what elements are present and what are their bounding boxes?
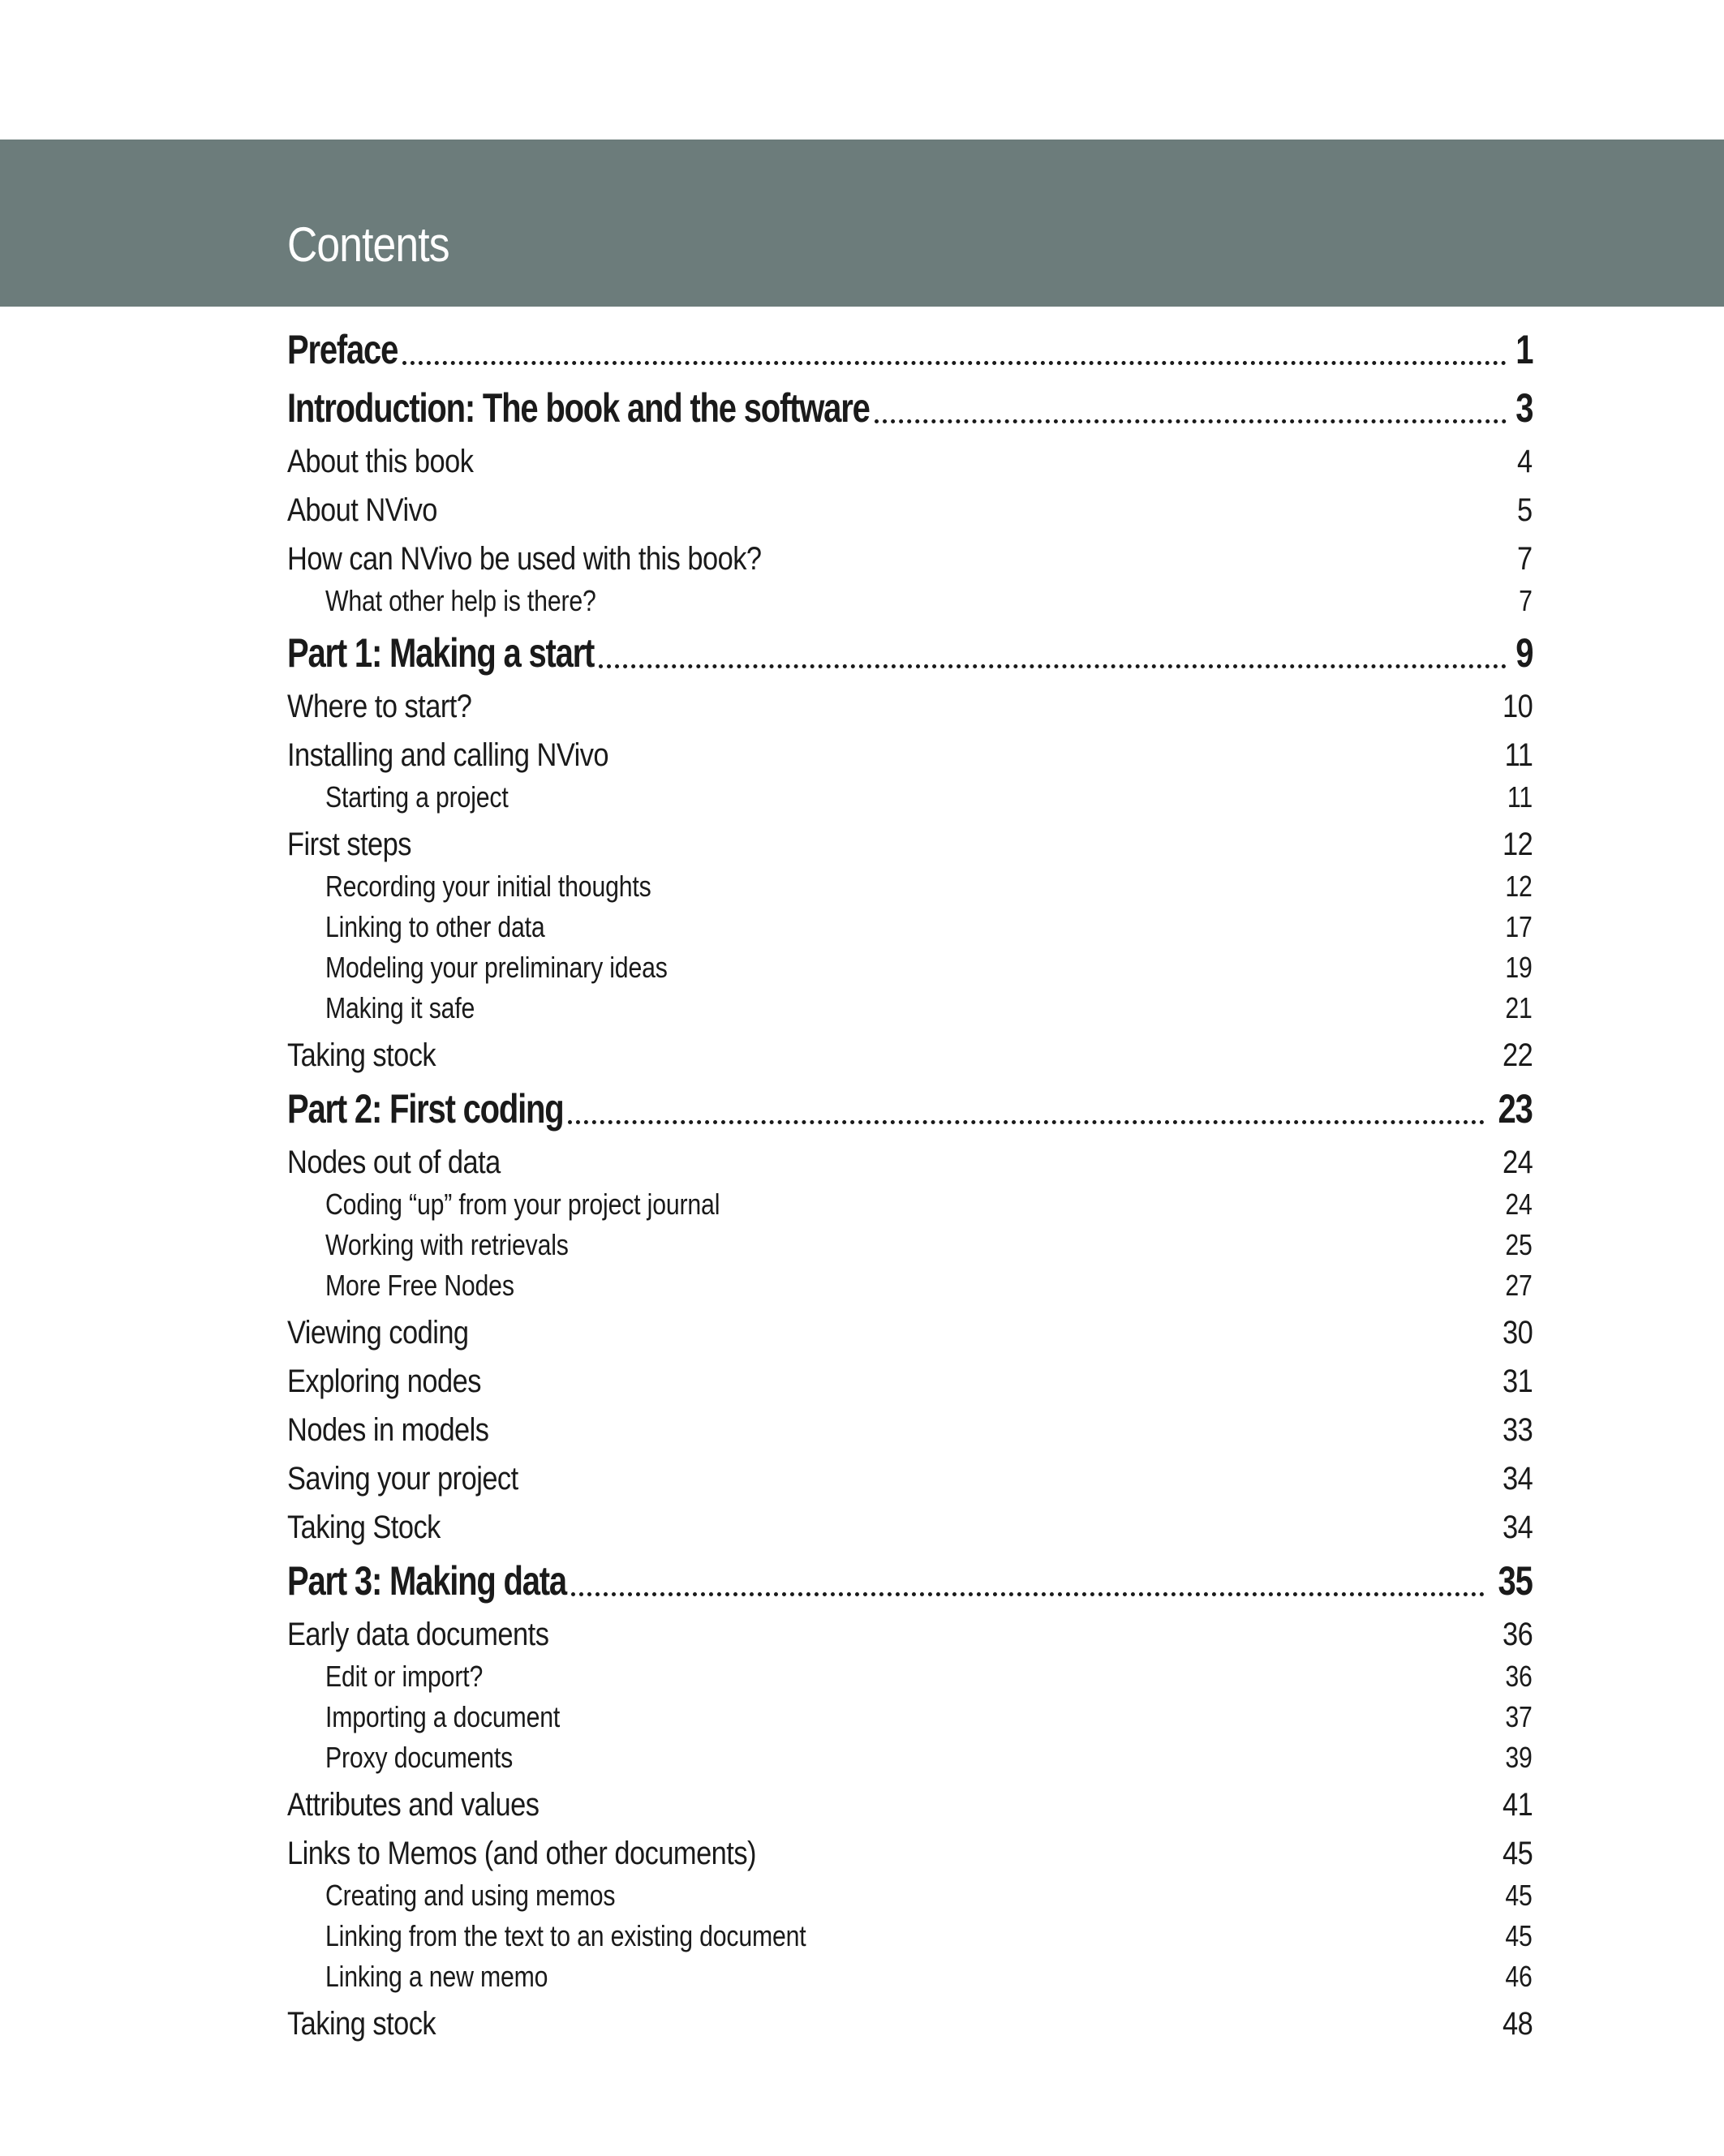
toc-entry-title: Taking stock [287, 1037, 436, 1073]
toc-subsection-entry[interactable] [287, 1653, 1533, 1694]
toc-subsection-entry[interactable] [287, 1181, 1533, 1222]
toc-page-number: 34 [1502, 1461, 1533, 1497]
toc-page-number: 7 [1519, 584, 1533, 617]
toc-subsection-entry[interactable] [287, 774, 1533, 814]
toc-dot-leader [599, 664, 1507, 668]
toc-entry-title: Edit or import? [325, 1660, 484, 1693]
toc-page-number: 5 [1517, 492, 1533, 528]
toc-entry-title: Preface [287, 327, 398, 372]
toc-entry-title: Working with retrievals [325, 1228, 569, 1261]
toc-section-entry[interactable] [287, 1497, 1533, 1546]
toc-page-number: 1 [1515, 327, 1533, 372]
toc-section-entry[interactable] [287, 1132, 1533, 1181]
toc-entry-title: Nodes out of data [287, 1145, 501, 1180]
toc-part-entry[interactable] [287, 618, 1533, 676]
toc-entry-title: Introduction: The book and the software [287, 385, 870, 431]
toc-entry-title: Coding “up” from your project journal [325, 1188, 720, 1221]
toc-dot-leader [402, 361, 1506, 365]
toc-page-number: 45 [1505, 1879, 1533, 1912]
page-title: Contents [287, 217, 449, 273]
toc-section-entry[interactable] [287, 1994, 1533, 2042]
toc-page-number: 21 [1505, 991, 1533, 1024]
toc-dot-leader [571, 1592, 1485, 1596]
header-band [0, 140, 1724, 307]
toc-entry-title: Links to Memos (and other documents) [287, 1836, 756, 1871]
toc-entry-title: Proxy documents [325, 1741, 514, 1774]
toc-section-entry[interactable] [287, 1604, 1533, 1653]
toc-section-entry[interactable] [287, 814, 1533, 863]
toc-page-number: 35 [1498, 1558, 1533, 1604]
toc-section-entry[interactable] [287, 1823, 1533, 1872]
toc-entry-title: About this book [287, 444, 474, 479]
toc-page-number: 41 [1502, 1787, 1533, 1823]
toc-section-entry[interactable] [287, 432, 1533, 480]
toc-section-entry[interactable] [287, 1775, 1533, 1823]
toc-subsection-entry[interactable] [287, 1872, 1533, 1913]
toc-entry-title: Installing and calling NVivo [287, 737, 609, 773]
toc-section-entry[interactable] [287, 1025, 1533, 1074]
toc-page-number: 48 [1502, 2006, 1533, 2042]
toc-entry-title: Linking a new memo [325, 1960, 548, 1993]
toc-section-entry[interactable] [287, 480, 1533, 529]
toc-page-number: 7 [1517, 541, 1533, 577]
toc-entry-title: Creating and using memos [325, 1879, 616, 1912]
toc-entry-title: More Free Nodes [325, 1269, 514, 1302]
toc-subsection-entry[interactable] [287, 1262, 1533, 1303]
toc-entry-title: Early data documents [287, 1617, 549, 1652]
toc-part-entry[interactable] [287, 1074, 1533, 1132]
toc-section-entry[interactable] [287, 725, 1533, 774]
toc-section-entry[interactable] [287, 1351, 1533, 1400]
toc-subsection-entry[interactable] [287, 1694, 1533, 1734]
toc-entry-title: Linking from the text to an existing document [325, 1919, 806, 1952]
toc-subsection-entry[interactable] [287, 1913, 1533, 1953]
toc-entry-title: What other help is there? [325, 584, 596, 617]
toc-entry-title: Part 2: First coding [287, 1086, 564, 1132]
toc-subsection-entry[interactable] [287, 863, 1533, 904]
toc-page-number: 22 [1502, 1037, 1533, 1073]
toc-page-number: 9 [1515, 630, 1533, 676]
toc-part-entry[interactable] [287, 373, 1533, 432]
toc-page-number: 24 [1505, 1188, 1533, 1221]
toc-page-number: 45 [1505, 1919, 1533, 1952]
toc-page-number: 3 [1515, 385, 1533, 431]
toc-entry-title: First steps [287, 827, 411, 862]
toc-entry-title: Attributes and values [287, 1787, 540, 1823]
toc-page-number: 36 [1502, 1617, 1533, 1652]
toc-page-number: 31 [1502, 1364, 1533, 1399]
table-of-contents [287, 315, 1533, 2042]
toc-dot-leader [875, 419, 1507, 423]
toc-subsection-entry[interactable] [287, 904, 1533, 944]
toc-entry-title: Where to start? [287, 689, 472, 724]
toc-part-entry[interactable] [287, 315, 1533, 373]
toc-entry-title: Part 1: Making a start [287, 630, 595, 676]
toc-page-number: 30 [1502, 1315, 1533, 1351]
toc-subsection-entry[interactable] [287, 1734, 1533, 1775]
toc-subsection-entry[interactable] [287, 944, 1533, 985]
toc-part-entry[interactable] [287, 1546, 1533, 1604]
toc-section-entry[interactable] [287, 676, 1533, 725]
toc-subsection-entry[interactable] [287, 578, 1533, 618]
toc-page-number: 11 [1507, 780, 1533, 814]
toc-page-number: 12 [1502, 827, 1533, 862]
toc-entry-title: Modeling your preliminary ideas [325, 951, 668, 984]
toc-subsection-entry[interactable] [287, 1953, 1533, 1994]
toc-entry-title: Taking Stock [287, 1510, 441, 1545]
toc-entry-title: Viewing coding [287, 1315, 469, 1351]
toc-entry-title: Exploring nodes [287, 1364, 481, 1399]
toc-page-number: 46 [1505, 1960, 1533, 1993]
toc-entry-title: Starting a project [325, 780, 509, 814]
toc-page-number: 12 [1505, 870, 1533, 903]
toc-entry-title: Recording your initial thoughts [325, 870, 651, 903]
toc-entry-title: Part 3: Making data [287, 1558, 566, 1604]
toc-page-number: 45 [1502, 1836, 1533, 1871]
toc-subsection-entry[interactable] [287, 985, 1533, 1025]
toc-page-number: 11 [1504, 737, 1533, 773]
toc-page-number: 25 [1505, 1228, 1533, 1261]
toc-page-number: 37 [1505, 1700, 1533, 1733]
toc-entry-title: Nodes in models [287, 1412, 489, 1448]
toc-page-number: 23 [1498, 1086, 1533, 1132]
toc-entry-title: Linking to other data [325, 910, 545, 943]
toc-page-number: 34 [1502, 1510, 1533, 1545]
toc-section-entry[interactable] [287, 1400, 1533, 1449]
toc-entry-title: Saving your project [287, 1461, 518, 1497]
toc-section-entry[interactable] [287, 1449, 1533, 1497]
toc-page-number: 4 [1517, 444, 1533, 479]
toc-entry-title: About NVivo [287, 492, 437, 528]
toc-page-number: 17 [1505, 910, 1533, 943]
toc-page-number: 10 [1502, 689, 1533, 724]
toc-page-number: 27 [1505, 1269, 1533, 1302]
toc-page-number: 24 [1502, 1145, 1533, 1180]
toc-page-number: 39 [1505, 1741, 1533, 1774]
toc-page-number: 36 [1505, 1660, 1533, 1693]
toc-page-number: 19 [1505, 951, 1533, 984]
toc-dot-leader [568, 1120, 1485, 1124]
toc-entry-title: Taking stock [287, 2006, 436, 2042]
toc-section-entry[interactable] [287, 1303, 1533, 1351]
toc-section-entry[interactable] [287, 529, 1533, 578]
toc-entry-title: Importing a document [325, 1700, 561, 1733]
toc-entry-title: Making it safe [325, 991, 475, 1024]
toc-subsection-entry[interactable] [287, 1222, 1533, 1262]
toc-page-number: 33 [1502, 1412, 1533, 1448]
toc-entry-title: How can NVivo be used with this book? [287, 541, 762, 577]
